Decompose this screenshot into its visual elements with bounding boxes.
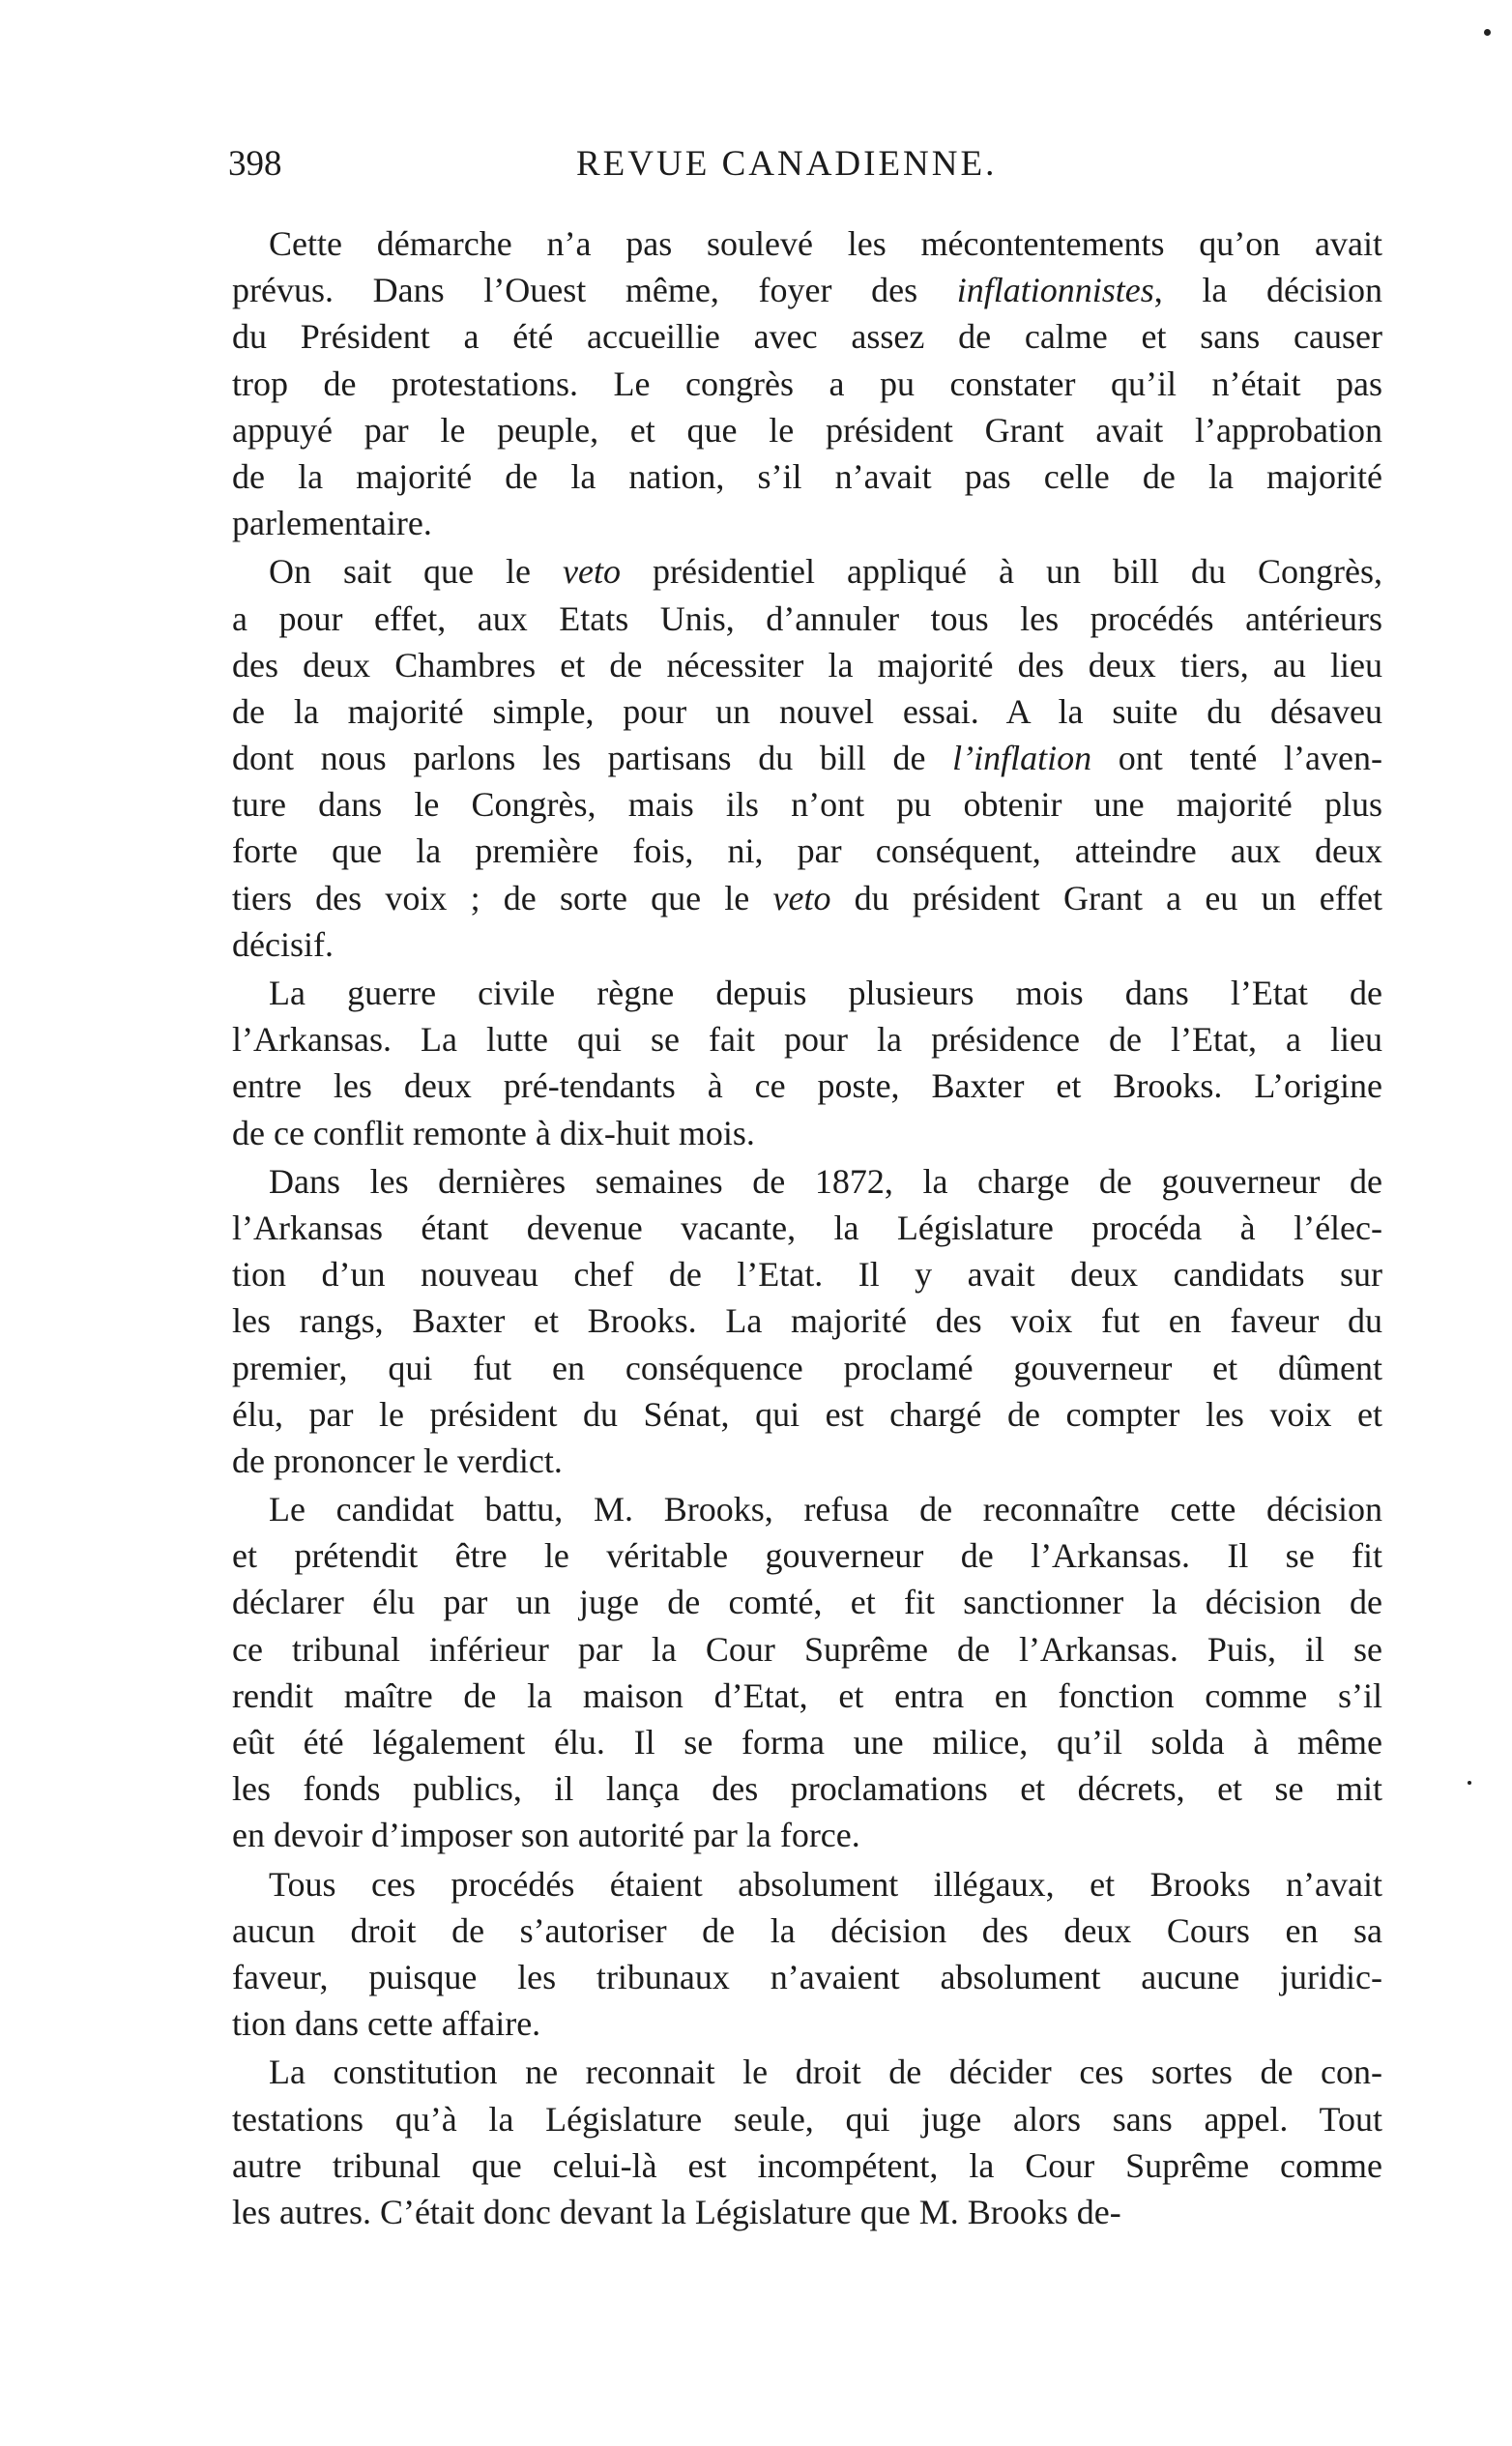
- text-line: Tous ces procédés étaient absolument illégaux, et Brooks n’avait: [269, 1864, 1382, 1904]
- text-line: les rangs, Baxter et Brooks. La majorité des voix fut en faveur du: [232, 1301, 1382, 1341]
- text-line: tion d’un nouveau chef de l’Etat. Il y avait deux candidats sur: [232, 1255, 1382, 1295]
- text-line: des deux Chambres et de nécessiter la majorité des deux tiers, au lieu: [232, 645, 1382, 684]
- paragraph: [232, 1486, 1382, 1859]
- text-line: premier, qui fut en conséquence proclamé gouverneur et dûment: [232, 1348, 1382, 1387]
- text-line: tion dans cette affaire.: [232, 2004, 541, 2044]
- paragraph: [232, 1861, 1382, 2048]
- paragraph: [232, 2049, 1382, 2235]
- text-line: aucun droit de s’autoriser de la décision des deux Cours en sa: [232, 1910, 1382, 1950]
- text-line: appuyé par le peuple, et que le président Grant avait l’approbation: [232, 410, 1382, 450]
- text-line: les fonds publics, il lança des proclamations et décrets, et se mit: [232, 1769, 1382, 1809]
- text-line: déclarer élu par un juge de comté, et fit sanctionner la décision de: [232, 1583, 1382, 1622]
- text-line: Dans les dernières semaines de 1872, la charge de gouverneur de: [269, 1161, 1382, 1201]
- text-line: La guerre civile règne depuis plusieurs mois dans l’Etat de: [269, 974, 1382, 1012]
- text-line: Le candidat battu, M. Brooks, refusa de reconnaître cette décision: [269, 1490, 1382, 1529]
- running-title: REVUE CANADIENNE.: [576, 144, 998, 184]
- text-line: et prétendit être le véritable gouverneur de l’Arkansas. Il se fit: [232, 1536, 1382, 1576]
- text-line: élu, par le président du Sénat, qui est chargé de compter les voix et: [232, 1394, 1382, 1434]
- text-line: autre tribunal que celui-là est incompétent, la Cour Suprême comme: [232, 2145, 1382, 2185]
- text-line: de la majorité simple, pour un nouvel essai. A la suite du désaveu: [232, 691, 1382, 731]
- text-line: l’Arkansas. La lutte qui se fait pour la présidence de l’Etat, a lieu: [232, 1020, 1382, 1060]
- text-line: parlementaire.: [232, 504, 432, 543]
- text-line: décisif.: [232, 924, 334, 964]
- ink-speck: [1484, 29, 1491, 36]
- text-line: dont nous parlons les partisans du bill de l’inflation ont tenté l’aven-: [232, 739, 1382, 778]
- text-line: de la majorité de la nation, s’il n’avait pas celle de la majorité: [232, 456, 1382, 496]
- text-line: entre les deux pré-tendants à ce poste, Baxter et Brooks. L’origine: [232, 1066, 1382, 1106]
- page-header: [228, 143, 1379, 191]
- paragraph: [232, 970, 1382, 1156]
- text-line: tiers des voix ; de sorte que le veto du président Grant a eu un effet: [232, 878, 1382, 917]
- text-line: de prononcer le verdict.: [232, 1441, 563, 1480]
- text-line: du Président a été accueillie avec assez de calme et sans causer: [232, 317, 1382, 357]
- text-line: rendit maître de la maison d’Etat, et entra en fonction comme s’il: [232, 1675, 1382, 1715]
- text-line: de ce conflit remonte à dix-huit mois.: [232, 1113, 755, 1152]
- text-line: La constitution ne reconnait le droit de décider ces sortes de con-: [269, 2053, 1382, 2092]
- text-line: prévus. Dans l’Ouest même, foyer des inflationnistes, la décision: [232, 271, 1382, 310]
- text-line: l’Arkansas étant devenue vacante, la Législature procéda à l’élec-: [232, 1208, 1382, 1247]
- text-line: trop de protestations. Le congrès a pu constater qu’il n’était pas: [232, 364, 1382, 403]
- text-line: en devoir d’imposer son autorité par la force.: [232, 1816, 860, 1855]
- text-line: On sait que le veto présidentiel appliqué à un bill du Congrès,: [269, 552, 1382, 592]
- text-line: ture dans le Congrès, mais ils n’ont pu obtenir une majorité plus: [232, 785, 1382, 825]
- text-line: Cette démarche n’a pas soulevé les mécontentements qu’on avait: [269, 224, 1382, 263]
- text-line: ce tribunal inférieur par la Cour Suprême de l’Arkansas. Puis, il se: [232, 1629, 1382, 1669]
- text-line: eût été légalement élu. Il se forma une milice, qu’il solda à même: [232, 1723, 1382, 1762]
- paragraph: [232, 548, 1382, 968]
- text-line: testations qu’à la Législature seule, qui juge alors sans appel. Tout: [232, 2099, 1382, 2139]
- text-line: a pour effet, aux Etats Unis, d’annuler tous les procédés antérieurs: [232, 598, 1382, 638]
- text-line: faveur, puisque les tribunaux n’avaient absolument aucune juridic-: [232, 1957, 1382, 1996]
- paragraph: [232, 220, 1382, 546]
- paragraph: [232, 1158, 1382, 1484]
- ink-speck: [1468, 1781, 1471, 1785]
- text-line: forte que la première fois, ni, par conséquent, atteindre aux deux: [232, 831, 1382, 871]
- page-number: 398: [228, 144, 282, 184]
- body-text: [232, 220, 1382, 2237]
- text-line: les autres. C’était donc devant la Législature que M. Brooks de-: [232, 2192, 1121, 2231]
